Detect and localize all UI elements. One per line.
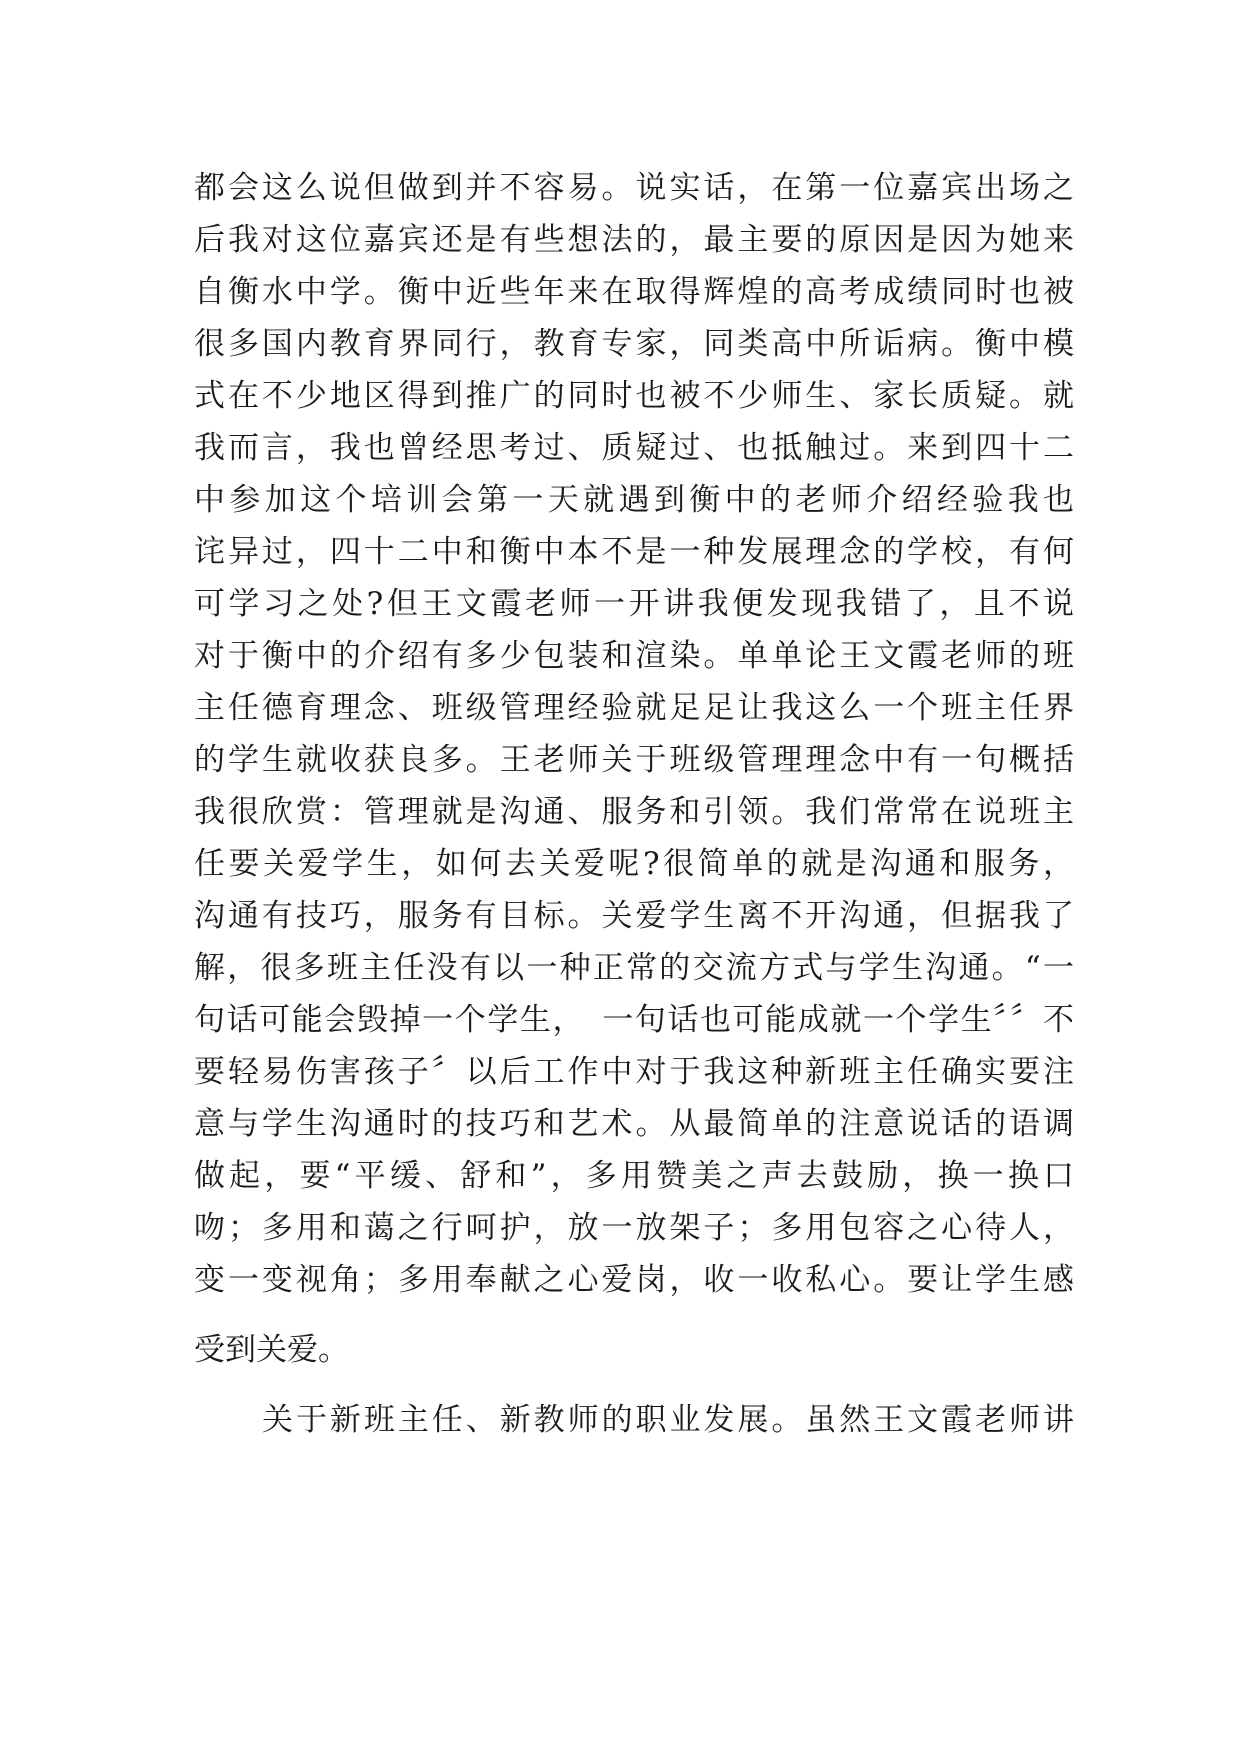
text-line: 做起，要“平缓、舒和”，多用赞美之声去鼓励，换一换口 [194, 1158, 1074, 1194]
paragraph-2 [194, 1394, 1074, 1446]
text-line: 要轻易伤害孩子〞以后工作中对于我这种新班主任确实要注 [194, 1054, 1074, 1090]
text-line: 自衡水中学。衡中近些年来在取得辉煌的高考成绩同时也被 [194, 274, 1074, 310]
text-line: 式在不少地区得到推广的同时也被不少师生、家长质疑。就 [194, 378, 1074, 414]
text-line: 都会这么说但做到并不容易。说实话，在第一位嘉宾出场之 [194, 170, 1074, 206]
text-line: 我而言，我也曾经思考过、质疑过、也抵触过。来到四十二 [194, 430, 1074, 466]
text-line: 变一变视角；多用奉献之心爱岗，收一收私心。要让学生感 [194, 1262, 1074, 1298]
paragraph-1 [194, 162, 1074, 1376]
text-line: 可学习之处?但王文霞老师一开讲我便发现我错了，且不说 [194, 586, 1074, 622]
text-line: 解，很多班主任没有以一种正常的交流方式与学生沟通。“一 [194, 950, 1074, 986]
body-text [194, 162, 1074, 1446]
text-line: 受到关爱。 [194, 1332, 349, 1368]
text-line: 中参加这个培训会第一天就遇到衡中的老师介绍经验我也 [194, 482, 1074, 518]
text-line: 主任德育理念、班级管理经验就足足让我这么一个班主任界 [194, 690, 1074, 726]
text-line: 很多国内教育界同行，教育专家，同类高中所诟病。衡中模 [194, 326, 1074, 362]
text-line: 意与学生沟通时的技巧和艺术。从最简单的注意说话的语调 [194, 1106, 1074, 1142]
text-line: 关于新班主任、新教师的职业发展。虽然王文霞老师讲 [262, 1402, 1074, 1438]
text-line: 对于衡中的介绍有多少包装和渲染。单单论王文霞老师的班 [194, 638, 1074, 674]
text-line: 我很欣赏：管理就是沟通、服务和引领。我们常常在说班主 [194, 794, 1074, 830]
text-line: 诧异过，四十二中和衡中本不是一种发展理念的学校，有何 [194, 534, 1074, 570]
text-line: 的学生就收获良多。王老师关于班级管理理念中有一句概括 [194, 742, 1074, 778]
text-line: 沟通有技巧，服务有目标。关爱学生离不开沟通，但据我了 [194, 898, 1074, 934]
text-line: 任要关爱学生，如何去关爱呢?很简单的就是沟通和服务， [194, 846, 1074, 882]
text-line: 后我对这位嘉宾还是有些想法的，最主要的原因是因为她来 [194, 222, 1074, 258]
text-line: 句话可能会毁掉一个学生， 一句话也可能成就一个学生〞〞不 [194, 1002, 1074, 1038]
text-line: 吻；多用和蔼之行呵护，放一放架子；多用包容之心待人， [194, 1210, 1074, 1246]
